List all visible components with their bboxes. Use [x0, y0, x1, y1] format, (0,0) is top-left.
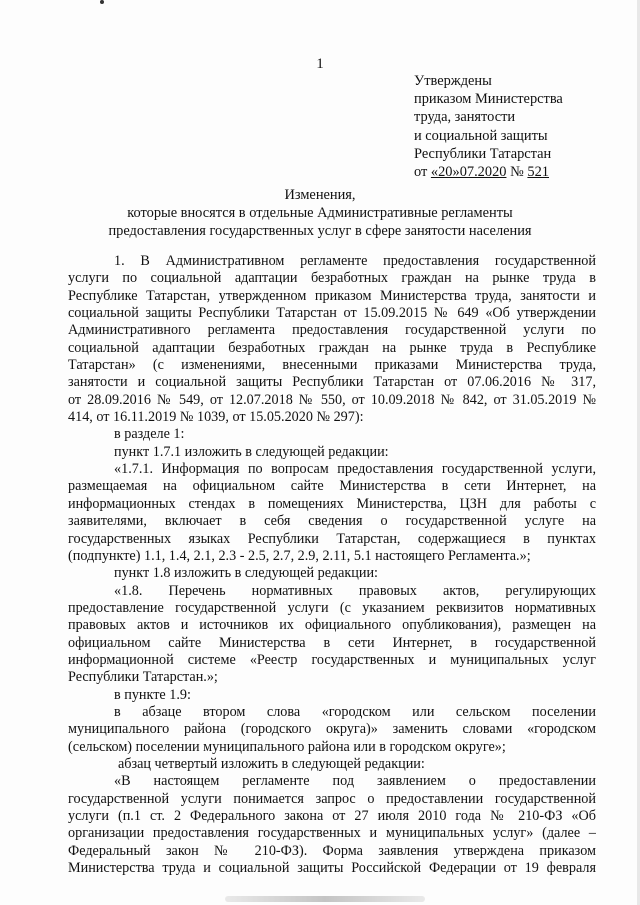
body-line: заявителями, включает в себя сведения о государственной услуге на: [68, 513, 596, 530]
body-line: «1.7.1. Информация по вопросам предоставления государственной услуги,: [114, 461, 596, 478]
body-line: (подпункте) 1.1, 1.4, 2.1, 2.3 - 2.5, 2.7, 2.9, 2.11, 5.1 настоящего Регламента.»;: [68, 547, 531, 564]
body-line: (сельском) поселении муниципального района или в городском округе»;: [68, 738, 506, 755]
approval-number: 521: [527, 164, 549, 181]
body-line: Федеральный закон № 210-ФЗ). Форма заявления утверждена приказом: [68, 842, 596, 859]
body-line: Республике Татарстан, утвержденном приказом Министерства труда, занятости и: [68, 287, 596, 304]
body-line: абзац четвертый изложить в следующей редакции:: [118, 755, 425, 772]
title-line: которые вносятся в отдельные Административные регламенты: [127, 205, 513, 222]
body-line: занятости и социальной защиты Республики Татарстан от 07.06.2016 № 317,: [68, 374, 596, 391]
title-line: Изменения,: [284, 187, 356, 203]
approval-line: и социальной защиты: [414, 127, 548, 144]
body-line: социальной адаптации безработных граждан на рынке труда в Республике: [68, 339, 596, 356]
body-line: официальном сайте Министерства в сети Интернет, в государственной: [68, 634, 596, 651]
body-line: в абзаце втором слова «городском или сельском поселении: [114, 703, 596, 720]
page-number: 1: [316, 56, 324, 72]
approval-order-line: [414, 163, 563, 181]
document-title: [0, 186, 640, 241]
body-line: услуги (п.1 ст. 2 Федерального закона от 27 июля 2010 года № 210-ФЗ «Об: [68, 808, 596, 824]
body-line: социальной защиты Республики Татарстан от 15.09.2015 № 649 «Об утверждении: [68, 305, 596, 322]
body-line: размещаемая на официальном сайте Министерства в сети Интернет, на: [68, 478, 596, 495]
approval-line: приказом Министерства: [414, 91, 563, 108]
body-line: пункт 1.8 изложить в следующей редакции:: [114, 565, 378, 582]
document-body: [68, 253, 596, 877]
body-line: «В настоящем регламенте под заявлением о предоставлении: [114, 773, 596, 790]
title-line: предоставления государственных услуг в сфере занятости населения: [108, 223, 532, 240]
body-line: Министерства труда и социальной защиты Российской Федерации от 19 февраля: [68, 860, 596, 877]
body-line: «1.8. Перечень нормативных правовых актов, регулирующих: [114, 582, 596, 599]
body-line: 1. В Административном регламенте предоставления государственной: [114, 253, 596, 269]
scan-mark: [100, 0, 104, 4]
body-line: организации предоставления государственных и муниципальных услуг» (далее –: [68, 825, 596, 842]
body-line: от 28.09.2016 № 549, от 12.07.2018 № 550, от 10.09.2018 № 842, от 31.05.2019 №: [68, 391, 596, 408]
body-line: услуги по социальной адаптации безработных граждан на рынке труда в: [68, 270, 596, 287]
body-line: правовых актов и источников их официального опубликования), размещен на: [68, 617, 596, 634]
approval-number-sign: №: [506, 164, 528, 181]
body-line: государственной услуги понимается запрос о предоставлении государственной: [68, 790, 596, 807]
body-line: муниципального района (городского округа)» заменить словами «городском: [68, 721, 596, 738]
approval-line: труда, занятости: [414, 109, 516, 126]
approval-line: Утверждены: [414, 73, 492, 89]
approval-stamp-block: [414, 72, 563, 181]
body-line: государственных языках Республики Татарстан, содержащиеся в пунктах: [68, 530, 596, 547]
body-line: информационной системе «Реестр государственных и муниципальных услуг: [68, 651, 596, 668]
approval-date: «20»07.2020: [430, 164, 507, 181]
body-line: информационных стендах в помещениях Министерства, ЦЗН для работы с: [68, 495, 596, 512]
body-line: в пункте 1.9:: [114, 686, 191, 703]
bottom-scan-artifact: [225, 896, 425, 902]
approval-prefix: от: [414, 164, 431, 181]
body-line: Республики Татарстан.»;: [68, 669, 218, 686]
body-line: 414, от 16.11.2019 № 1039, от 15.05.2020 № 297):: [68, 409, 364, 426]
body-line: Татарстан» (с изменениями, внесенными приказами Министерства труда,: [68, 357, 596, 374]
body-line: предоставление государственной услуги (с указанием реквизитов нормативных: [68, 599, 596, 616]
body-line: Административного регламента предоставления государственной услуги по: [68, 322, 596, 339]
body-line: пункт 1.7.1 изложить в следующей редакции:: [114, 443, 389, 460]
approval-line: Республики Татарстан: [414, 145, 552, 162]
body-line: в разделе 1:: [114, 426, 185, 443]
